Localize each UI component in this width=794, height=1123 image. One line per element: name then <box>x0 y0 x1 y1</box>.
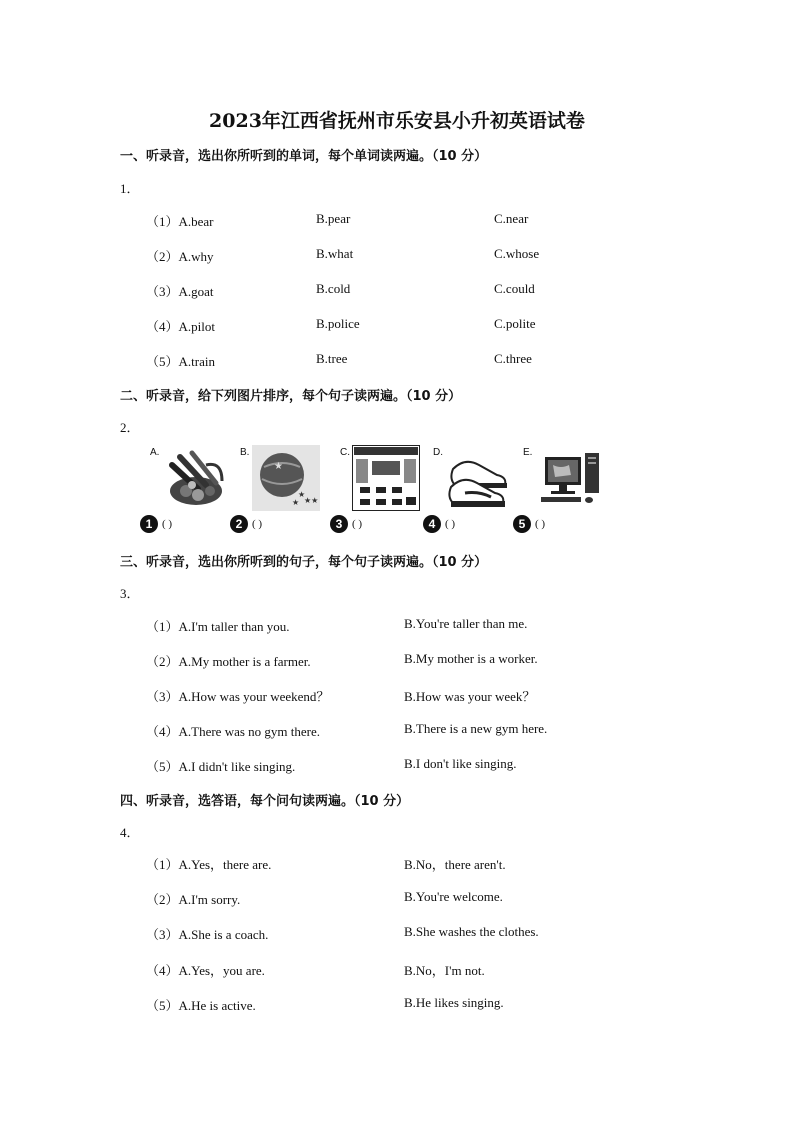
section-3-heading: 三、听录音，选出你所听到的句子，每个句子读两遍。（10 分） <box>120 555 488 570</box>
classroom-icon <box>352 445 420 511</box>
q1-row-2-option-a: （2）A.why <box>146 249 214 264</box>
q4-row-2 <box>146 889 706 907</box>
q3-row-2-option-a: （2）A.My mother is a farmer. <box>146 654 311 669</box>
q1-row-3-option-a: （3）A.goat <box>146 284 214 299</box>
svg-text:★★: ★★ <box>304 496 319 505</box>
q1-row-5-option-a: （5）A.train <box>146 354 215 369</box>
q3-row-3-option-b: B.How was your week？ <box>404 689 536 704</box>
picture-a-answer-blank[interactable]: ( ) <box>162 518 173 530</box>
question-4-number: 4． <box>120 825 140 840</box>
q3-row-3 <box>146 686 706 704</box>
q4-row-5-option-a: （5）A.He is active. <box>146 998 256 1013</box>
q3-row-1-option-a: （1）A.I'm taller than you. <box>146 619 290 634</box>
q3-row-5-option-b: B.I don't like singing. <box>404 756 517 771</box>
picture-a-letter: A. <box>150 447 160 458</box>
vegetables-icon <box>162 445 230 511</box>
sneakers-icon <box>445 445 513 511</box>
q4-row-4-option-b: B.No，I'm not. <box>404 963 485 978</box>
q1-row-1-option-a: （1）A.bear <box>146 214 214 229</box>
svg-text:★: ★ <box>292 498 300 507</box>
flag-globe-icon <box>252 445 320 511</box>
picture-c-number: 3 <box>330 515 348 533</box>
q1-row-5-option-c: C.three <box>494 351 532 366</box>
picture-e-answer-blank[interactable]: ( ) <box>535 518 546 530</box>
q1-row-3-option-b: B.cold <box>316 281 351 296</box>
q1-row-2 <box>146 246 706 264</box>
q3-row-1-option-b: B.You're taller than me. <box>404 616 528 631</box>
q4-row-1 <box>146 854 706 872</box>
q3-row-5 <box>146 756 706 774</box>
q3-row-2-option-b: B.My mother is a worker. <box>404 651 538 666</box>
q1-row-3 <box>146 281 706 299</box>
picture-b-letter: B. <box>240 447 250 458</box>
section-4-heading: 四、听录音，选答语，每个问句读两遍。（10 分） <box>120 794 410 809</box>
q4-row-3 <box>146 924 706 942</box>
q4-row-3-option-a: （3）A.She is a coach. <box>146 927 269 942</box>
picture-d <box>423 440 513 540</box>
q1-row-1-option-c: C.near <box>494 211 529 226</box>
picture-e-letter: E. <box>523 447 533 458</box>
section-2-heading: 二、听录音，给下列图片排序，每个句子读两遍。（10 分） <box>120 389 462 404</box>
picture-row <box>140 440 610 540</box>
q1-row-1-option-b: B.pear <box>316 211 351 226</box>
q3-row-4 <box>146 721 706 739</box>
exam-title: 2023年江西省抚州市乐安县小升初英语试卷 <box>209 110 585 132</box>
q1-row-4-option-b: B.police <box>316 316 360 331</box>
q4-row-4 <box>146 960 706 978</box>
picture-c-answer-blank[interactable]: ( ) <box>352 518 363 530</box>
question-2-number: 2． <box>120 420 140 435</box>
picture-b <box>230 440 320 540</box>
q3-row-3-option-a: （3）A.How was your weekend？ <box>146 689 330 704</box>
q3-row-4-option-a: （4）A.There was no gym there. <box>146 724 321 739</box>
q3-row-2 <box>146 651 706 669</box>
q3-row-4-option-b: B.There is a new gym here. <box>404 721 548 736</box>
question-3-number: 3． <box>120 586 140 601</box>
picture-d-number: 4 <box>423 515 441 533</box>
picture-e-number: 5 <box>513 515 531 533</box>
picture-a <box>140 440 230 540</box>
picture-d-answer-blank[interactable]: ( ) <box>445 518 456 530</box>
q1-row-5-option-b: B.tree <box>316 351 348 366</box>
q1-row-4-option-c: C.polite <box>494 316 536 331</box>
picture-c-letter: C. <box>340 447 350 458</box>
picture-b-answer-blank[interactable]: ( ) <box>252 518 263 530</box>
svg-text:★: ★ <box>298 490 306 499</box>
question-1-number: 1． <box>120 181 140 196</box>
picture-a-number: 1 <box>140 515 158 533</box>
q1-row-4 <box>146 316 706 334</box>
section-1-heading: 一、听录音，选出你所听到的单词，每个单词读两遍。（10 分） <box>120 149 488 164</box>
q1-row-4-option-a: （4）A.pilot <box>146 319 215 334</box>
q4-row-1-option-b: B.No，there aren't. <box>404 857 506 872</box>
q1-row-3-option-c: C.could <box>494 281 535 296</box>
q1-row-5 <box>146 351 706 369</box>
q1-row-2-option-c: C.whose <box>494 246 540 261</box>
picture-b-number: 2 <box>230 515 248 533</box>
q4-row-3-option-b: B.She washes the clothes. <box>404 924 539 939</box>
picture-e <box>513 440 603 540</box>
computer-icon <box>535 445 603 511</box>
q4-row-1-option-a: （1）A.Yes，there are. <box>146 857 272 872</box>
q3-row-1 <box>146 616 706 634</box>
q3-row-5-option-a: （5）A.I didn't like singing. <box>146 759 296 774</box>
svg-text:★: ★ <box>274 461 283 472</box>
picture-c <box>330 440 420 540</box>
q4-row-4-option-a: （4）A.Yes，you are. <box>146 963 265 978</box>
q4-row-2-option-a: （2）A.I'm sorry. <box>146 892 241 907</box>
q4-row-2-option-b: B.You're welcome. <box>404 889 503 904</box>
q1-row-2-option-b: B.what <box>316 246 354 261</box>
q4-row-5-option-b: B.He likes singing. <box>404 995 504 1010</box>
q4-row-5 <box>146 995 706 1013</box>
q1-row-1 <box>146 211 706 229</box>
picture-d-letter: D. <box>433 447 443 458</box>
